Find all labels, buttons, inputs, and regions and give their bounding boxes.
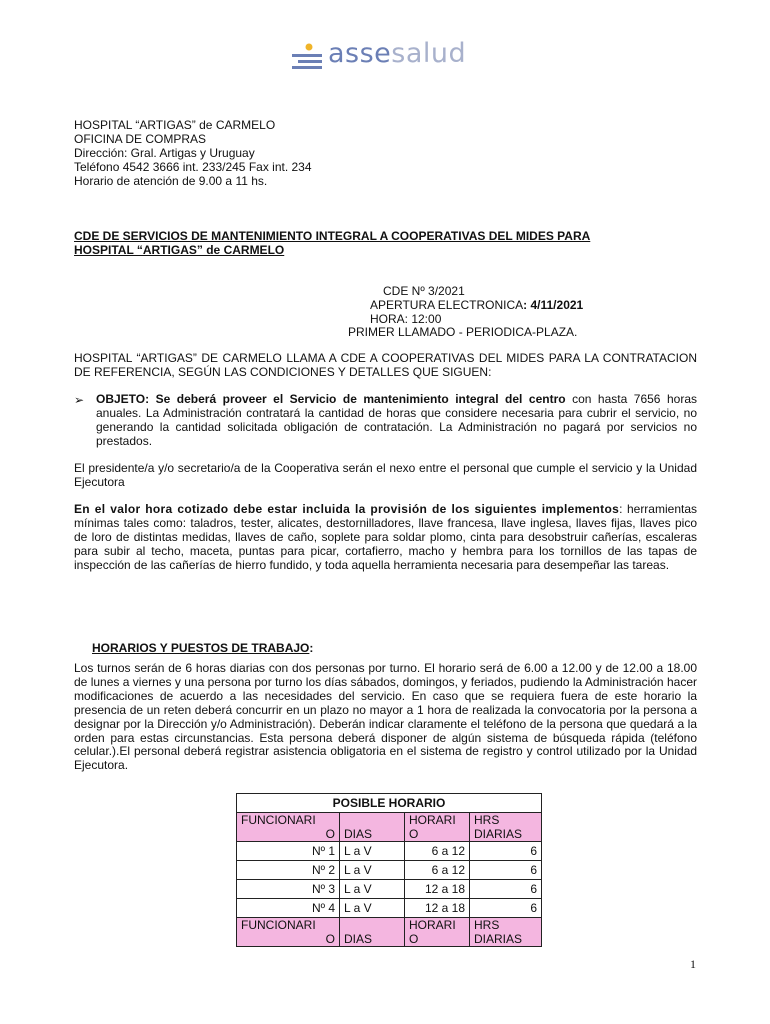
- objeto-bold: OBJETO: Se deberá proveer el Servicio de mantenimiento integral del centro: [96, 392, 566, 406]
- asse-logo-icon: [290, 42, 324, 72]
- table-cell: 6: [470, 861, 542, 880]
- header-line: Dirección: Gral. Artigas y Uruguay: [74, 146, 255, 160]
- hora-line: HORA: 12:00: [370, 312, 442, 326]
- header-cell: HORARI O: [405, 918, 470, 947]
- table-cell: 6: [470, 842, 542, 861]
- intro-paragraph: HOSPITAL “ARTIGAS” DE CARMELO LLAMA A CDE A COOPERATIVAS DEL MIDES PARA LA CONTRATACION DE REFERENCIA, SEGÚN LAS CONDICIONES Y DETALLES QUE SIGUEN:: [74, 351, 697, 379]
- table-cell: Nº 4: [237, 899, 340, 918]
- nexo-paragraph: [74, 462, 697, 490]
- title-line: HOSPITAL “ARTIGAS” de CARMELO: [74, 243, 285, 257]
- table-cell: 12 a 18: [405, 899, 470, 918]
- document-title: [74, 229, 590, 257]
- header-cell: DIAS: [340, 813, 405, 842]
- table-cell: L a V: [340, 899, 405, 918]
- implementos-text: : herramientas mínimas tales como: taladros, tester, alicates, destornilladores, llave francesa, llave inglesa, llaves fijas, llaves pico de loro de distintas medidas, llaves de caño, soplete para soldar plomo, cinta para desobstruir cañerías, escaleras para subir al techo, maceta, puntas para picar, cortafierro, macho y hembra para los tornillos de las tapas de inspección de las cañerías de hierro fundido, y toda aquella herramienta necesaria para desempeñar las tareas.: [74, 502, 697, 572]
- header-line: Horario de atención de 9.00 a 11 hs.: [74, 174, 268, 188]
- table-row: [237, 899, 542, 918]
- hospital-header: [74, 118, 312, 188]
- header-cell: HRS DIARIAS: [470, 918, 542, 947]
- table-cell: 6 a 12: [405, 861, 470, 880]
- table-title: POSIBLE HORARIO: [237, 794, 542, 813]
- table-cell: 6: [470, 880, 542, 899]
- llamado-line: PRIMER LLAMADO - PERIODICA-PLAZA.: [348, 325, 578, 339]
- table-cell: Nº 2: [237, 861, 340, 880]
- page-number: 1: [690, 957, 696, 971]
- table-header-row: [237, 813, 542, 842]
- objeto-paragraph: [96, 393, 697, 449]
- apertura-line: [370, 298, 583, 312]
- table-cell: 6: [470, 899, 542, 918]
- table-cell: Nº 1: [237, 842, 340, 861]
- header-line: HOSPITAL “ARTIGAS” de CARMELO: [74, 118, 276, 132]
- objeto-text: con hasta 7656 horas anuales. La Administración contratará la cantidad de horas que considere necesaria para cubrir el servicio, no generando la cantidad solicitada obligación de contratación. La Administración no pagará por servicios no prestados.: [96, 392, 697, 448]
- header-cell: HORARI O: [405, 813, 470, 842]
- table-row: [237, 842, 542, 861]
- bullet-icon: ➢: [74, 393, 85, 407]
- header-cell: DIAS: [340, 918, 405, 947]
- horarios-colon: :: [309, 641, 314, 655]
- apertura-date: : 4/11/2021: [523, 298, 584, 312]
- table-cell: 6 a 12: [405, 842, 470, 861]
- nexo-text: El presidente/a y/o secretario/a de la Cooperativa serán el nexo entre el personal que cumple el servicio y la Unidad Ejecutora: [74, 461, 697, 489]
- horarios-heading: [92, 641, 313, 655]
- table-row: [237, 861, 542, 880]
- implementos-bold: En el valor hora cotizado debe estar incluida la provisión de los siguientes implementos: [74, 502, 620, 516]
- header-line: Teléfono 4542 3666 int. 233/245 Fax int. 234: [74, 160, 312, 174]
- header-cell: HRS DIARIAS: [470, 813, 542, 842]
- horarios-paragraph: Los turnos serán de 6 horas diarias con dos personas por turno. El horario será de 6.00 a 12.00 y de 12.00 a 18.00 de lunes a viernes y una persona por turno los días sábados, domingos, y feriados, pudiendo la Administración hacer modificaciones de acuerdo a las necesidades del servicio. En caso que se requiera fuera de este horario la presencia de un reten deberá concurrir en un plazo no mayor a 1 hora de realizada la convocatoria por la persona a designar por la Dirección y/o Administración). Deberán indicar claramente el teléfono de la persona que quedará a la orden para estas circunstancias. Esta persona deberá disponer de algún sistema de búsqueda rápida (teléfono celular.).El personal deberá registrar asistencia obligatoria en el sistema de registro y control utilizado por la Unidad Ejecutora.: [74, 661, 697, 773]
- posible-horario-table: [236, 793, 542, 947]
- table-row: [237, 880, 542, 899]
- implementos-paragraph: [74, 503, 697, 573]
- header-line: OFICINA DE COMPRAS: [74, 132, 207, 146]
- table-footer-header-row: [237, 918, 542, 947]
- logo-wordmark: assesalud: [328, 38, 467, 69]
- table-cell: L a V: [340, 861, 405, 880]
- header-cell: FUNCIONARI O: [237, 813, 340, 842]
- cde-number: CDE Nº 3/2021: [383, 284, 465, 298]
- table-cell: L a V: [340, 880, 405, 899]
- header-cell: FUNCIONARI O: [237, 918, 340, 947]
- horarios-heading-text: HORARIOS Y PUESTOS DE TRABAJO: [92, 641, 310, 655]
- title-line: CDE DE SERVICIOS DE MANTENIMIENTO INTEGRAL A COOPERATIVAS DEL MIDES PARA: [74, 229, 591, 243]
- apertura-label: APERTURA ELECTRONICA: [370, 298, 524, 312]
- table-cell: 12 a 18: [405, 880, 470, 899]
- table-cell: L a V: [340, 842, 405, 861]
- table-cell: Nº 3: [237, 880, 340, 899]
